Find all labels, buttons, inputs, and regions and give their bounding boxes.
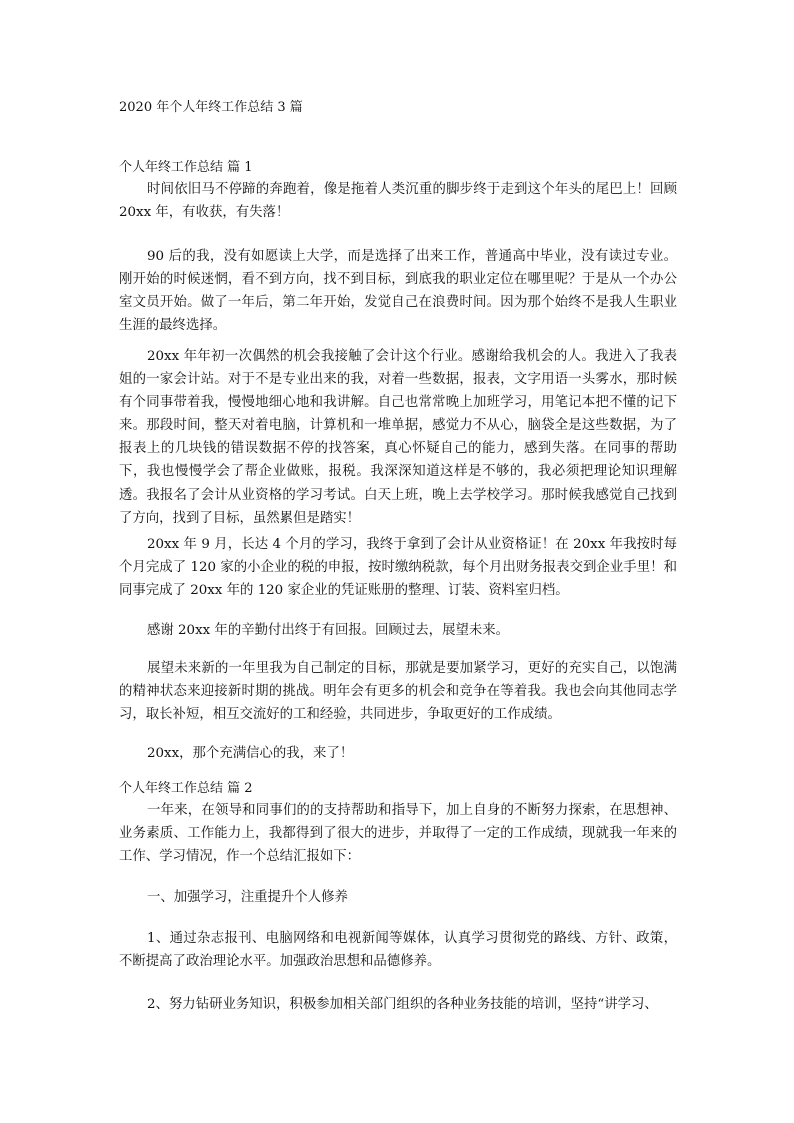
paragraph-1-7: 20xx，那个充满信心的我，来了！ <box>147 746 354 761</box>
paragraph-2-4: 2、努力钻研业务知识，积极参加相关部门组织的各种业务技能的培训，坚持“讲学习、 <box>147 997 658 1012</box>
paragraph-1-3: 20xx 年年初一次偶然的机会我接触了会计这个行业。感谢给我机会的人。我进入了我表姐的一家会计站。对于不是专业出来的我，对着一些数据，报表，文字用语一头雾水，那时候有个同事带着我，慢慢地细心地和我讲解。自己也常常晚上加班学习，用笔记本把不懂的记下来。那段时间，整天对着电脑，计算机和一堆单据，感觉力不从心，脑袋全是这些数据，为了报表上的几块钱的错误数据不停的找答案，真心怀疑自己的能力，感到失落。在同事的帮助下，我也慢慢学会了帮企业做账，报税。我深深知道这样是不够的，我必须把理论知识理解透。我报名了会计从业资格的学习考试。白天上班，晚上去学校学习。那时候我感觉自己找到了方向，找到了目标，虽然累但是踏实！ <box>119 349 677 526</box>
section-heading-1: 个人年终工作总结 篇 1 <box>119 160 253 175</box>
paragraph-2-1: 一年来，在领导和同事们的的支持帮助和指导下，加上自身的不断努力探索，在思想神、业务素质、工作能力上，我都得到了很大的进步，并取得了一定的工作成绩，现就我一年来的工作、学习情况，作一个总结汇报如下： <box>119 803 677 865</box>
paragraph-1-2: 90 后的我，没有如愿读上大学，而是选择了出来工作，普通高中毕业，没有读过专业。刚开始的时候迷惘，看不到方向，找不到目标，到底我的职业定位在哪里呢？于是从一个办公室文员开始。做了一年后，第二年开始，发觉自己在浪费时间。因为那个始终不是我人生职业生涯的最终选择。 <box>119 249 677 334</box>
paragraph-2-2: 一、加强学习，注重提升个人修养 <box>147 890 348 905</box>
section-heading-2: 个人年终工作总结 篇 2 <box>119 781 253 796</box>
paragraph-1-5: 感谢 20xx 年的辛勤付出终于有回报。回顾过去，展望未来。 <box>147 623 510 638</box>
document-title: 2020 年个人年终工作总结 3 篇 <box>119 100 303 115</box>
paragraph-1-4: 20xx 年 9 月，长达 4 个月的学习，我终于拿到了会计从业资格证！在 20xx 年我按时每个月完成了 120 家的小企业的税的申报，按时缴纳税款，每个月出财务报表交到企业手里！和同事完成了 20xx 年的 120 家企业的凭证账册的整理、订装、资料室归档。 <box>119 537 677 599</box>
paragraph-1-6: 展望未来新的一年里我为自己制定的目标，那就是要加紧学习，更好的充实自己，以饱满的精神状态来迎接新时期的挑战。明年会有更多的机会和竞争在等着我。我也会向其他同志学习，取长补短，相互交流好的工和经验，共同进步，争取更好的工作成绩。 <box>119 661 677 723</box>
paragraph-2-3: 1、通过杂志报刊、电脑网络和电视新闻等媒体，认真学习贯彻党的路线、方针、政策，不断提高了政治理论水平。加强政治思想和品德修养。 <box>119 931 677 970</box>
paragraph-1-1: 时间依旧马不停蹄的奔跑着，像是拖着人类沉重的脚步终于走到这个年头的尾巴上！回顾 20xx 年，有收获，有失落！ <box>119 182 677 221</box>
